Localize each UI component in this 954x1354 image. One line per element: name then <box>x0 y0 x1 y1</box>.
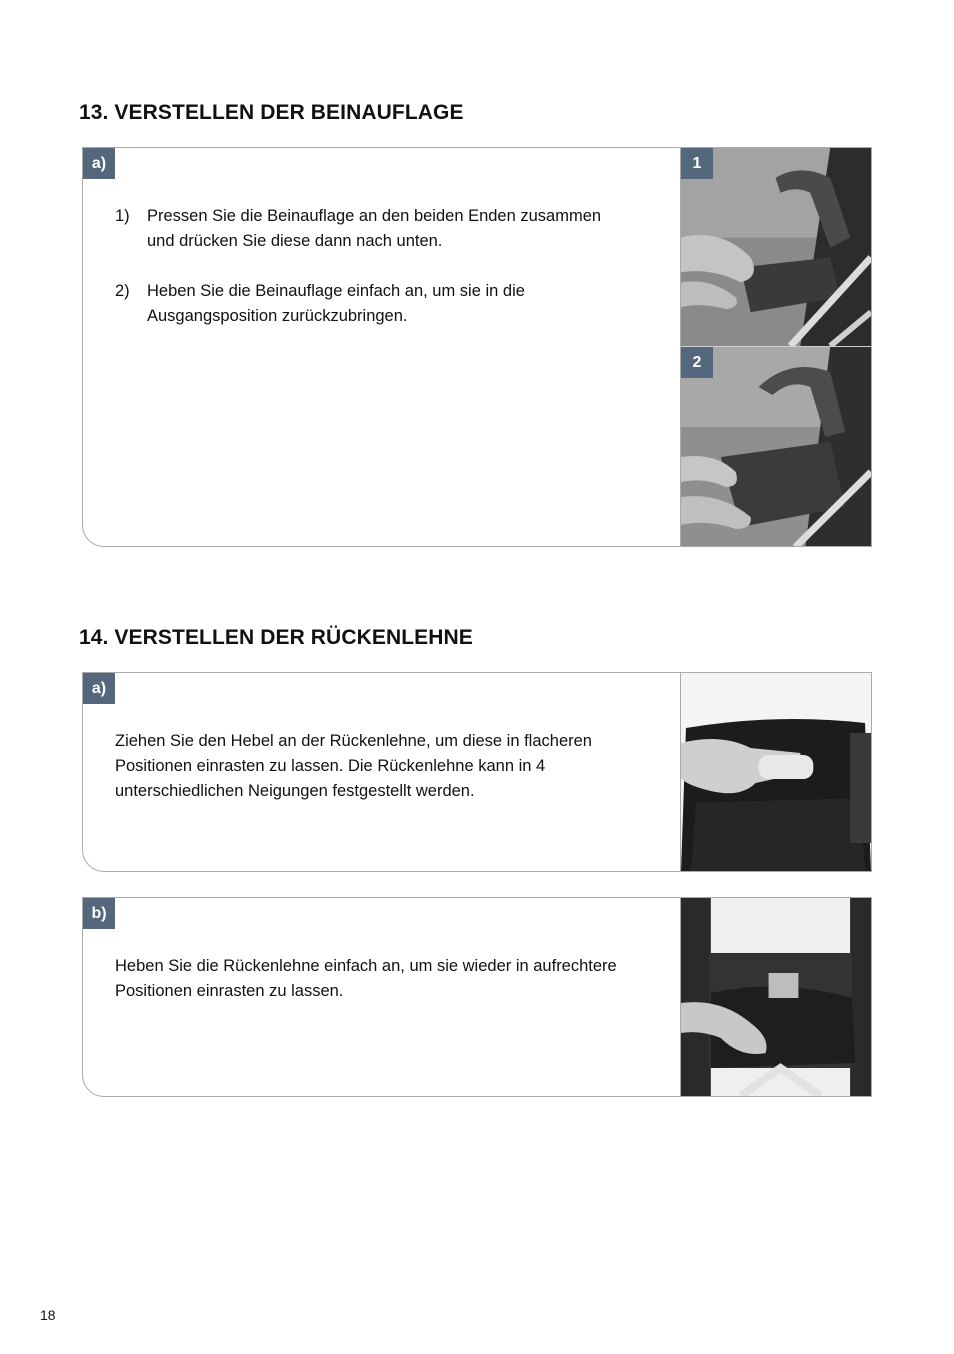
backrest-raise-panel <box>82 897 872 1097</box>
legrest-steps-list <box>115 204 615 354</box>
backrest-lower-panel <box>82 672 872 872</box>
legrest-photo-1 <box>680 148 871 347</box>
step-tag-a: a) <box>83 148 115 179</box>
backrest-lever-image <box>681 673 871 871</box>
legrest-photo-2 <box>680 347 871 547</box>
list-item <box>115 279 615 329</box>
step-number: 2) <box>115 282 130 300</box>
step-tag-b: b) <box>83 898 115 929</box>
backrest-lower-text: Ziehen Sie den Hebel an der Rückenlehne, um diese in flacheren Positionen einrasten zu lassen. Die Rückenlehne kann in 4 unterschiedlichen Neigungen festgestellt werden. <box>115 732 592 800</box>
backrest-raise-photo <box>680 898 871 1096</box>
section-14-title: 14. VERSTELLEN DER RÜCKENLEHNE <box>79 626 473 649</box>
step-number: 1) <box>115 207 130 225</box>
section-13-title: 13. VERSTELLEN DER BEINAUFLAGE <box>79 101 464 124</box>
photo-tag-2: 2 <box>681 347 713 378</box>
backrest-raise-image <box>681 898 871 1096</box>
step-text: Heben Sie die Beinauflage einfach an, um sie in die Ausgangsposition zurückzubringen. <box>147 282 525 325</box>
legrest-instruction-panel <box>82 147 872 547</box>
step-tag-a: a) <box>83 673 115 704</box>
step-text: Pressen Sie die Beinauflage an den beiden Enden zusammen und drücken Sie diese dann nach unten. <box>147 207 602 250</box>
list-item <box>115 204 615 254</box>
page-number: 18 <box>40 1307 56 1323</box>
photo-tag-1: 1 <box>681 148 713 179</box>
backrest-lever-photo <box>680 673 871 871</box>
backrest-raise-text: Heben Sie die Rückenlehne einfach an, um sie wieder in aufrechtere Positionen einrasten zu lassen. <box>115 957 617 1000</box>
